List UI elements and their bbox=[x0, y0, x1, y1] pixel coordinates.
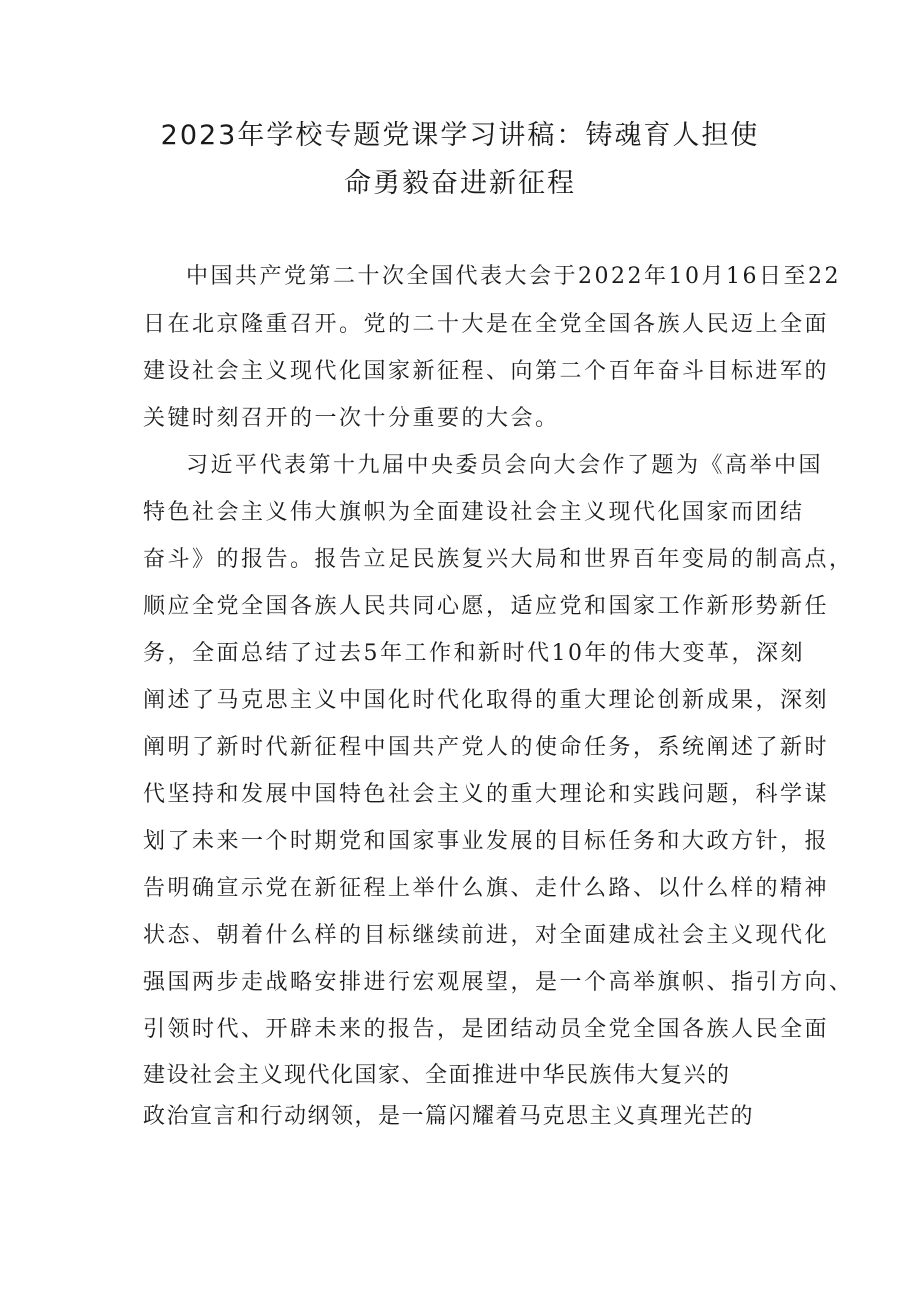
paragraph-line: 日在北京隆重召开。党的二十大是在全党全国各族人民迈上全面 bbox=[143, 312, 830, 337]
paragraph-line: 关键时刻召开的一次十分重要的大会。 bbox=[143, 406, 560, 431]
paragraph-line: 状态、朝着什么样的目标继续前进，对全面建成社会主义现代化 bbox=[143, 923, 830, 948]
paragraph-line: 政治宣言和行动纲领，是一篇闪耀着马克思主义真理光芒的 bbox=[143, 1104, 755, 1129]
paragraph-line: 建设社会主义现代化国家、全面推进中华民族伟大复兴的 bbox=[143, 1063, 731, 1088]
title-line-1: 2023年学校专题党课学习讲稿：铸魂育人担使 bbox=[160, 120, 760, 151]
document-title bbox=[120, 112, 800, 208]
paragraph-line: 顺应全党全国各族人民共同心愿，适应党和国家工作新形势新任 bbox=[143, 594, 830, 619]
paragraph-line: 引领时代、开辟未来的报告，是团结动员全党全国各族人民全面 bbox=[143, 1017, 830, 1042]
paragraph-line: 特色社会主义伟大旗帜为全面建设社会主义现代化国家而团结 bbox=[143, 500, 805, 525]
paragraph-line: 务，全面总结了过去5年工作和新时代10年的伟大变革，深刻 bbox=[143, 641, 805, 666]
paragraph-line: 阐述了马克思主义中国化时代化取得的重大理论创新成果，深刻 bbox=[143, 688, 830, 713]
paragraph-line: 强国两步走战略安排进行宏观展望，是一个高举旗帜、指引方向、 bbox=[143, 970, 854, 995]
paragraph-line: 代坚持和发展中国特色社会主义的重大理论和实践问题，科学谋 bbox=[143, 782, 830, 807]
paragraph-line: 奋斗》的报告。报告立足民族复兴大局和世界百年变局的制高点， bbox=[143, 547, 854, 572]
title-line-2: 命勇毅奋进新征程 bbox=[344, 168, 576, 199]
paragraph-line: 建设社会主义现代化国家新征程、向第二个百年奋斗目标进军的 bbox=[143, 359, 830, 384]
paragraph-line: 阐明了新时代新征程中国共产党人的使命任务，系统阐述了新时 bbox=[143, 735, 830, 760]
paragraph-line: 习近平代表第十九届中央委员会向大会作了题为《高举中国 bbox=[186, 453, 824, 478]
paragraph-line: 划了未来一个时期党和国家事业发展的目标任务和大政方针，报 bbox=[143, 829, 830, 854]
paragraph-line: 告明确宣示党在新征程上举什么旗、走什么路、以什么样的精神 bbox=[143, 876, 830, 901]
paragraph-line: 中国共产党第二十次全国代表大会于2022年10月16日至22 bbox=[186, 264, 841, 289]
